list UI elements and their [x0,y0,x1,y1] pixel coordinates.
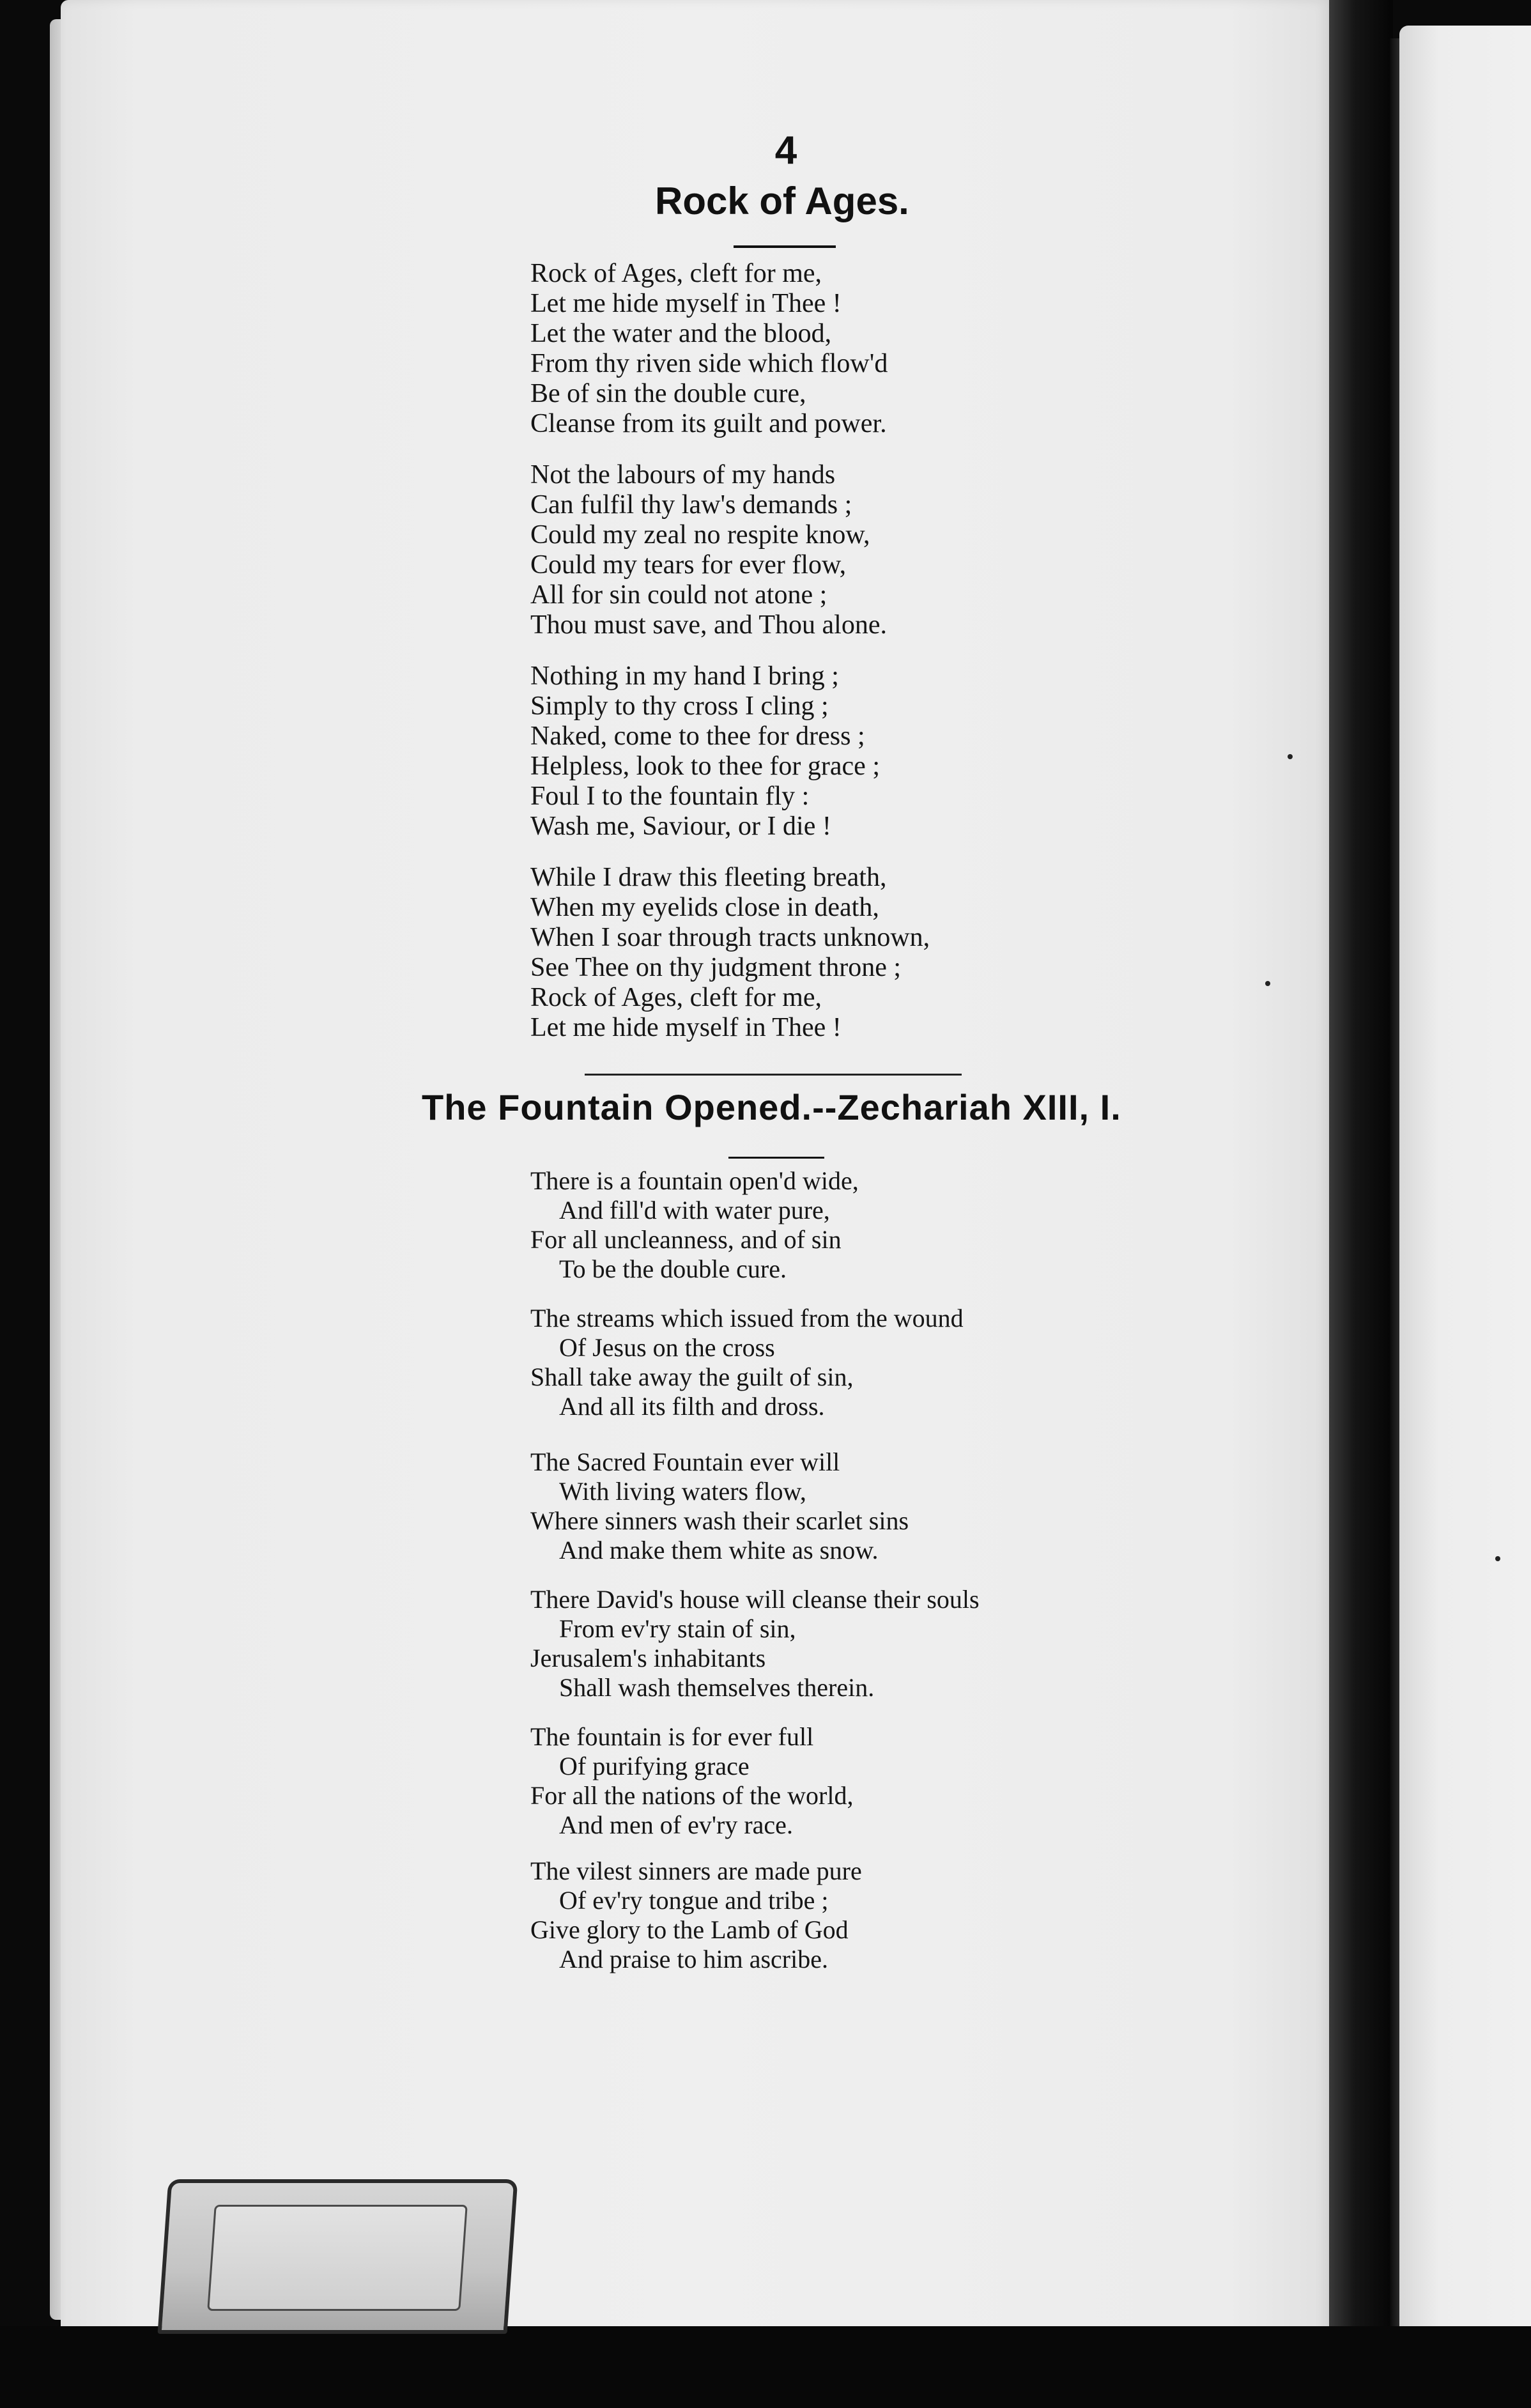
verse-line: See Thee on thy judgment throne ; [530,953,902,982]
background-band [0,2326,1531,2408]
verse-line: Of purifying grace [559,1752,750,1780]
verse-line: Rock of Ages, cleft for me, [530,983,822,1012]
verse-line: Shall take away the guilt of sin, [530,1362,854,1391]
verse-line: For all the nations of the world, [530,1781,854,1810]
stanza [530,1166,859,1284]
page-clip-inner [207,2205,468,2311]
verse-line: Could my tears for ever flow, [530,550,847,580]
stanza [530,1447,909,1565]
verse-line: From ev'ry stain of sin, [559,1614,796,1643]
verse-line: And men of ev'ry race. [559,1810,793,1839]
verse-line: All for sin could not atone ; [530,580,827,610]
verse-line: There is a fountain open'd wide, [530,1166,859,1195]
verse-line: Of Jesus on the cross [559,1333,775,1362]
verse-line: Rock of Ages, cleft for me, [530,259,822,288]
verse-line: Let the water and the blood, [530,319,832,348]
verse-line: With living waters flow, [559,1477,806,1506]
verse-line: Simply to thy cross I cling ; [530,691,829,721]
section-divider [585,1074,962,1076]
verse-line: The fountain is for ever full [530,1722,814,1751]
verse-line: Can fulfil thy law's demands ; [530,490,852,520]
verse-line: Could my zeal no respite know, [530,520,870,550]
stanza [530,259,888,439]
verse-line: And praise to him ascribe. [559,1945,828,1973]
verse-line: Thou must save, and Thou alone. [530,610,887,640]
verse-line: Be of sin the double cure, [530,379,806,408]
verse-line: And make them white as snow. [559,1536,879,1564]
stanza [530,1722,853,1840]
verse-line: Where sinners wash their scarlet sins [530,1506,909,1535]
verse-line: To be the double cure. [559,1254,787,1283]
stanza [530,863,930,1043]
verse-line: Of ev'ry tongue and tribe ; [559,1886,829,1915]
verse-line: Naked, come to thee for dress ; [530,722,865,751]
stanza [530,1304,964,1421]
verse-line: Let me hide myself in Thee ! [530,1013,842,1042]
hymn-title-rock-of-ages: Rock of Ages. [655,180,909,222]
verse-line: When my eyelids close in death, [530,893,879,922]
verse-line: The streams which issued from the wound [530,1304,964,1332]
verse-line: When I soar through tracts unknown, [530,923,930,952]
verse-line: Wash me, Saviour, or I die ! [530,812,831,841]
verse-line: From thy riven side which flow'd [530,349,888,378]
verse-line: Nothing in my hand I bring ; [530,661,839,691]
title-underline [734,245,836,248]
verse-line: For all uncleanness, and of sin [530,1225,842,1254]
verse-line: Helpless, look to thee for grace ; [530,752,880,781]
verse-line: There David's house will cleanse their souls [530,1585,980,1614]
hymn-title-fountain-opened: The Fountain Opened.--Zechariah XIII, I. [422,1087,1121,1127]
verse-line: Not the labours of my hands [530,460,836,490]
stanza [530,1856,862,1974]
title-underline [728,1157,824,1159]
verse-line: And all its filth and dross. [559,1392,825,1421]
paper-speck [1495,1556,1500,1561]
verse-line: Shall wash themselves therein. [559,1673,875,1702]
verse-line: And fill'd with water pure, [559,1196,830,1224]
book-gutter [1329,0,1393,2408]
paper-speck [1288,754,1293,759]
verse-line: The Sacred Fountain ever will [530,1447,840,1476]
stanza [530,1585,980,1702]
stanza [530,460,887,640]
verse-line: Jerusalem's inhabitants [530,1644,766,1672]
verse-line: Cleanse from its guilt and power. [530,409,887,438]
facing-page [1399,26,1531,2352]
verse-line: Let me hide myself in Thee ! [530,289,842,318]
page-number: 4 [774,128,797,173]
verse-line: Give glory to the Lamb of God [530,1915,849,1944]
verse-line: Foul I to the fountain fly : [530,782,810,811]
verse-line: The vilest sinners are made pure [530,1856,862,1885]
stanza [530,661,880,842]
verse-line: While I draw this fleeting breath, [530,863,887,892]
paper-speck [1265,981,1270,986]
